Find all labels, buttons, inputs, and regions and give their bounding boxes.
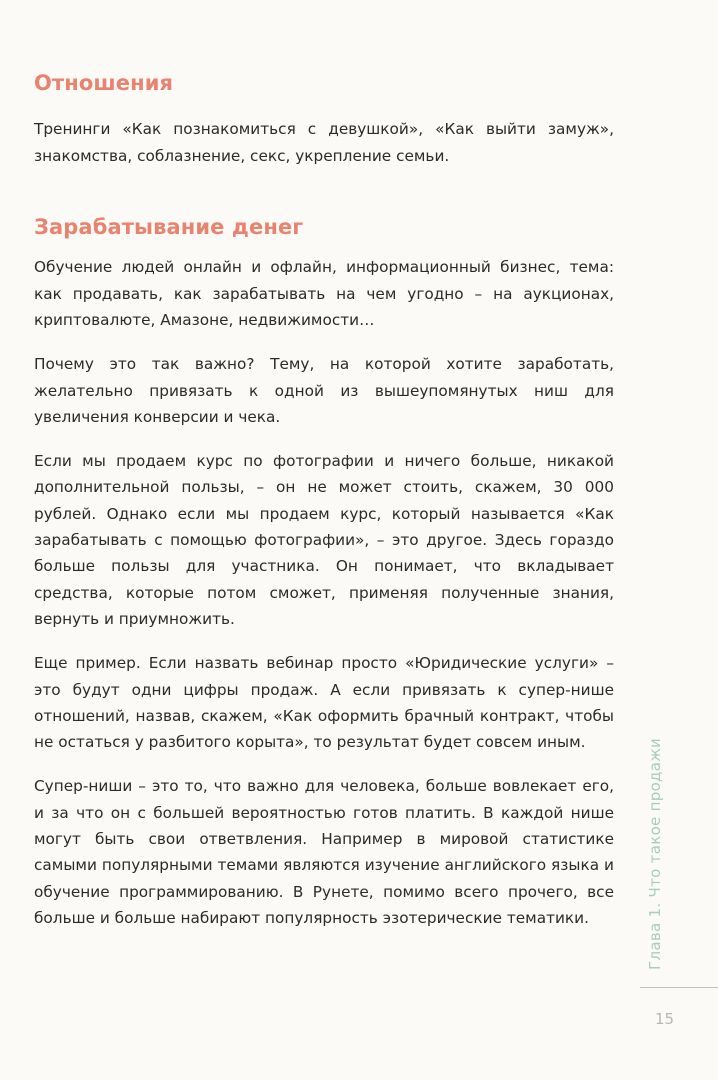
paragraph: Если мы продаем курс по фотографии и ничего больше, никакой дополнительной пользы, – он не может стоить, скажем, 30 000 рублей. Однако если мы продаем курс, который называется «Как зарабатывать с помощью фотографии», – это другое. Здесь гораздо больше пользы для участника. Он понимает, что вкладывает средства, которые потом сможет, применяя полученные знания, вернуть и приумножить. <box>34 452 614 628</box>
section-title-money: Зарабатывание денег <box>34 214 304 239</box>
margin-divider <box>640 987 718 988</box>
page-content <box>34 62 614 931</box>
paragraph-relations: Тренинги «Как познакомиться с девушкой», «Как выйти замуж», знакомства, соблазнение, секс, укрепление семьи. <box>34 120 614 165</box>
paragraph: Обучение людей онлайн и офлайн, информационный бизнес, тема: как продавать, как зарабатывать на чем угодно – на аукционах, криптовалюте, Амазоне, недвижимости… <box>34 258 614 329</box>
paragraph: Почему это так важно? Тему, на которой хотите заработать, желательно привязать к одной из вышеупомянутых ниш для увеличения конверсии и чека. <box>34 355 614 426</box>
page-number: 15 <box>655 1010 675 1028</box>
paragraph: Супер-ниши – это то, что важно для человека, больше вовлекает его, и за что он с большей вероятностью готов платить. В каждой нише могут быть свои ответвления. Например в мировой статистике самыми популярными темами являются изучение английского языка и обучение программированию. В Рунете, помимо всего прочего, все больше и больше набирают популярность эзотерические тематики. <box>34 777 614 927</box>
paragraph: Еще пример. Если назвать вебинар просто «Юридические услуги» – это будут одни цифры продаж. А если привязать к супер-нише отношений, назвав, скажем, «Как оформить брачный контракт, чтобы не остаться у разбитого корыта», то результат будет совсем иным. <box>34 654 614 752</box>
chapter-caption: Глава 1. Что такое продажи <box>646 737 664 970</box>
section-title-relations: Отношения <box>34 71 174 95</box>
